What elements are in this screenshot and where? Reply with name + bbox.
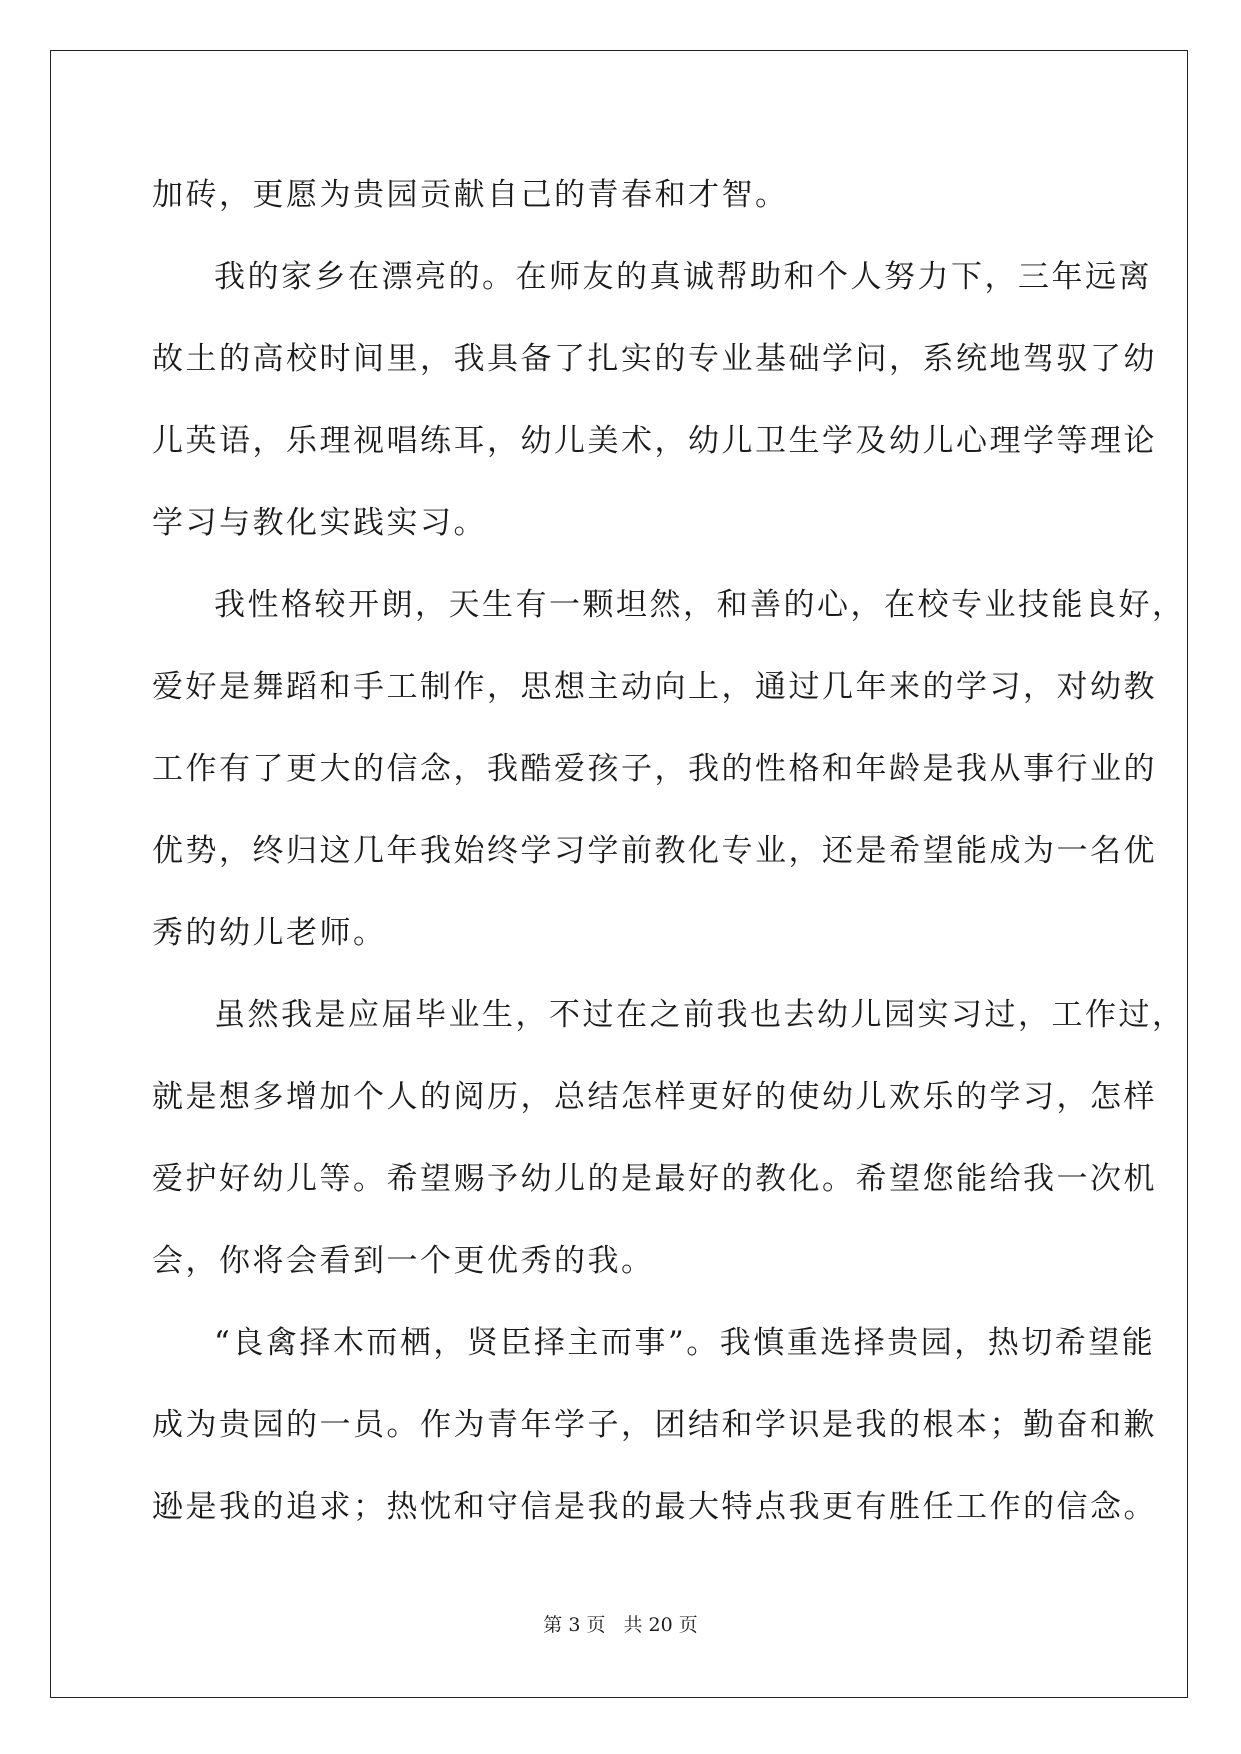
text-line: 爱护好幼儿等。希望赐予幼儿的是最好的教化。希望您能给我一次机 <box>152 1161 1157 1197</box>
text-line: “良禽择木而栖，贤臣择主而事”。我慎重选择贵园，热切希望能 <box>214 1325 1156 1361</box>
text-line: 加砖，更愿为贵园贡献自己的青春和才智。 <box>152 177 789 213</box>
page-footer <box>0 1610 1241 1637</box>
text-line: 秀的幼儿老师。 <box>152 915 387 951</box>
text-line: 就是想多增加个人的阅历，总结怎样更好的使幼儿欢乐的学习，怎样 <box>152 1079 1157 1115</box>
text-line: 成为贵园的一员。作为青年学子，团结和学识是我的根本；勤奋和歉 <box>152 1407 1157 1443</box>
text-line: 故土的高校时间里，我具备了扎实的专业基础学问，系统地驾驭了幼 <box>152 341 1157 377</box>
text-line: 虽然我是应届毕业生，不过在之前我也去幼儿园实习过，工作过， <box>214 997 1186 1033</box>
text-line: 逊是我的追求；热忱和守信是我的最大特点我更有胜任工作的信念。 <box>152 1489 1157 1525</box>
text-line: 儿英语，乐理视唱练耳，幼儿美术，幼儿卫生学及幼儿心理学等理论 <box>152 423 1157 459</box>
page-number: 第 3 页 <box>543 1614 606 1636</box>
text-line: 爱好是舞蹈和手工制作，思想主动向上，通过几年来的学习，对幼教 <box>152 669 1157 705</box>
text-line: 我的家乡在漂亮的。在师友的真诚帮助和个人努力下，三年远离 <box>214 259 1152 295</box>
document-body <box>152 165 1186 1559</box>
text-line: 学习与教化实践实习。 <box>152 505 487 541</box>
text-line: 工作有了更大的信念，我酷爱孩子，我的性格和年龄是我从事行业的 <box>152 751 1157 787</box>
text-line: 优势，终归这几年我始终学习学前教化专业，还是希望能成为一名优 <box>152 833 1157 869</box>
text-line: 我性格较开朗，天生有一颗坦然，和善的心，在校专业技能良好， <box>214 587 1186 623</box>
text-line: 会，你将会看到一个更优秀的我。 <box>152 1243 655 1279</box>
page-total: 共 20 页 <box>623 1614 698 1636</box>
